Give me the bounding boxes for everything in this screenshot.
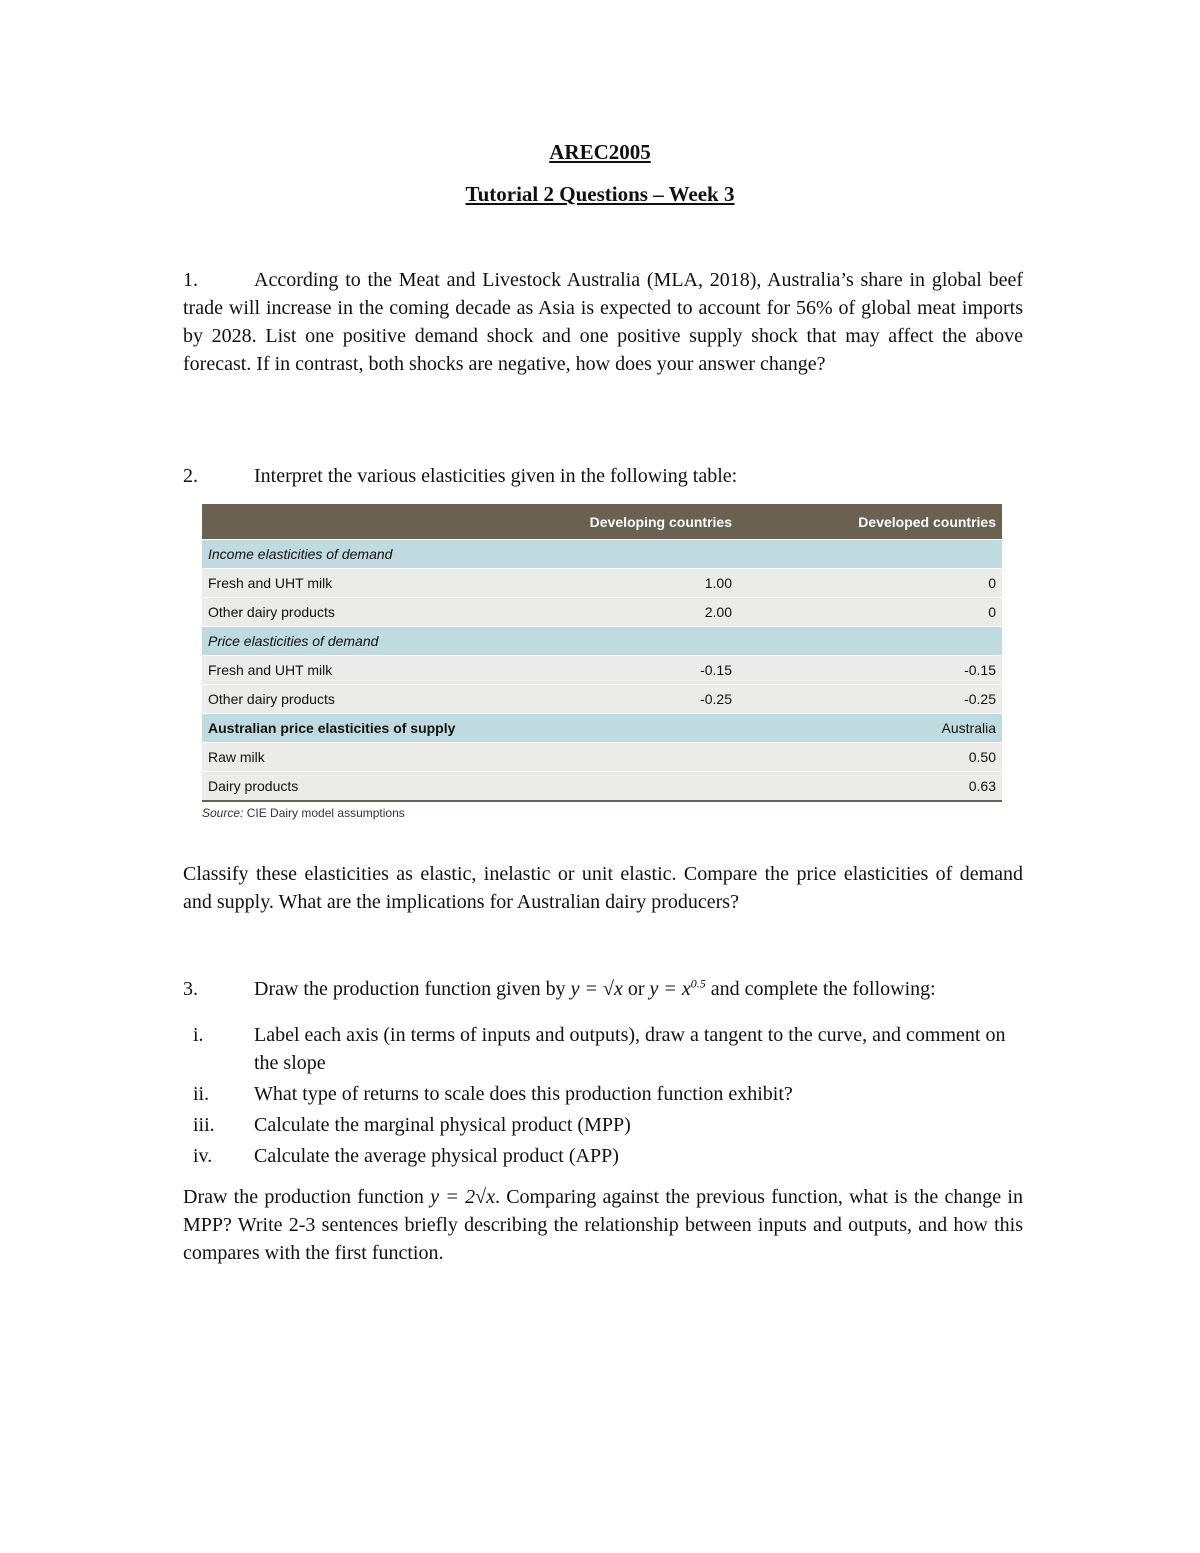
question-2-follow-up: Classify these elasticities as elastic, inelastic or unit elastic. Compare the price elasticities of demand and supply. What are the implications for Australian dairy producers?: [183, 863, 1023, 913]
equation-power-exponent: 0.5: [690, 976, 706, 991]
list-item-number: ii.: [193, 1083, 210, 1105]
developed-value: 0: [988, 604, 996, 620]
final-intro: Draw the production function: [183, 1186, 424, 1208]
question-3-final: [183, 1183, 1023, 1267]
table-row: [202, 771, 1002, 802]
question-3-number: 3.: [183, 978, 198, 1000]
question-2-number: 2.: [183, 465, 198, 487]
question-1-text: According to the Meat and Livestock Australia (MLA, 2018), Australia’s share in global beef trade will increase in the coming decade as Asia is expected to account for 56% of global meat imports by 2028. List one positive demand shock and one positive supply shock that may affect the above forecast. If in contrast, both shocks are negative, how does your answer change?: [183, 269, 1023, 375]
row-label: Other dairy products: [208, 691, 335, 707]
supply-section-label: Australian price elasticities of supply: [208, 720, 456, 736]
elasticities-table: [202, 504, 1002, 802]
source-text: CIE Dairy model assumptions: [246, 806, 405, 820]
question-2-text: Interpret the various elasticities given in the following table:: [254, 465, 738, 487]
developing-value: 2.00: [704, 604, 732, 620]
question-3-tail: and complete the following:: [710, 978, 936, 1000]
final-text: . Comparing against the previous function, what is the change in MPP? Write 2-3 sentences briefly describing the relationship between inputs and outputs, and how this compares with the first function.: [183, 1186, 1023, 1264]
list-item-text: Calculate the marginal physical product (MPP): [254, 1114, 631, 1136]
list-item-text: Label each axis (in terms of inputs and outputs), draw a tangent to the curve, and comment on the slope: [254, 1024, 1006, 1074]
equation-power: [650, 978, 706, 1000]
row-label: Other dairy products: [208, 604, 335, 620]
list-item: [183, 1111, 1023, 1139]
income-section-row: [202, 539, 1002, 568]
developing-value: -0.25: [700, 691, 732, 707]
table-header-row: [202, 504, 1002, 539]
table-source: [202, 806, 405, 820]
question-2: [183, 462, 1023, 490]
table-header-developed: Developed countries: [858, 513, 996, 530]
list-item-number: iv.: [193, 1145, 213, 1167]
list-item-number: i.: [193, 1024, 204, 1046]
list-item-number: iii.: [193, 1114, 215, 1136]
list-item-text: What type of returns to scale does this production function exhibit?: [254, 1083, 793, 1105]
question-1-number: 1.: [183, 269, 198, 291]
price-section-label: Price elasticities of demand: [208, 633, 379, 649]
developing-value: 1.00: [704, 575, 732, 591]
income-section-label: Income elasticities of demand: [208, 546, 393, 562]
developing-value: -0.15: [700, 662, 732, 678]
question-3-or: or: [627, 978, 645, 1000]
course-code: AREC2005: [549, 140, 651, 164]
row-label: Raw milk: [208, 749, 265, 765]
supply-value: 0.50: [968, 749, 996, 765]
question-3-list: [183, 1021, 1023, 1173]
developed-value: -0.15: [964, 662, 996, 678]
source-label: Source:: [202, 806, 244, 820]
row-label: Fresh and UHT milk: [208, 662, 333, 678]
equation-double-sqrt: y = 2√x: [430, 1186, 495, 1208]
supply-section-row: [202, 713, 1002, 742]
question-3-intro: Draw the production function given by: [254, 978, 566, 1000]
question-3: [183, 975, 1023, 1003]
row-label: Dairy products: [208, 778, 299, 794]
supply-column-label: Australia: [941, 720, 996, 736]
table-header-developing: Developing countries: [589, 513, 732, 530]
equation-sqrt: y = √x: [570, 978, 623, 1000]
table-row: [202, 684, 1002, 713]
developed-value: -0.25: [964, 691, 996, 707]
table-row: [202, 655, 1002, 684]
table-row: [202, 597, 1002, 626]
developed-value: 0: [988, 575, 996, 591]
equation-power-base: y = x: [649, 978, 691, 1000]
list-item: [183, 1080, 1023, 1108]
price-section-row: [202, 626, 1002, 655]
tutorial-title: Tutorial 2 Questions – Week 3: [465, 182, 735, 206]
question-1: [183, 266, 1023, 378]
list-item: [183, 1021, 1023, 1077]
list-item: [183, 1142, 1023, 1170]
table-row: [202, 742, 1002, 771]
table-row: [202, 568, 1002, 597]
row-label: Fresh and UHT milk: [208, 575, 333, 591]
supply-value: 0.63: [968, 778, 996, 794]
list-item-text: Calculate the average physical product (APP): [254, 1145, 619, 1167]
